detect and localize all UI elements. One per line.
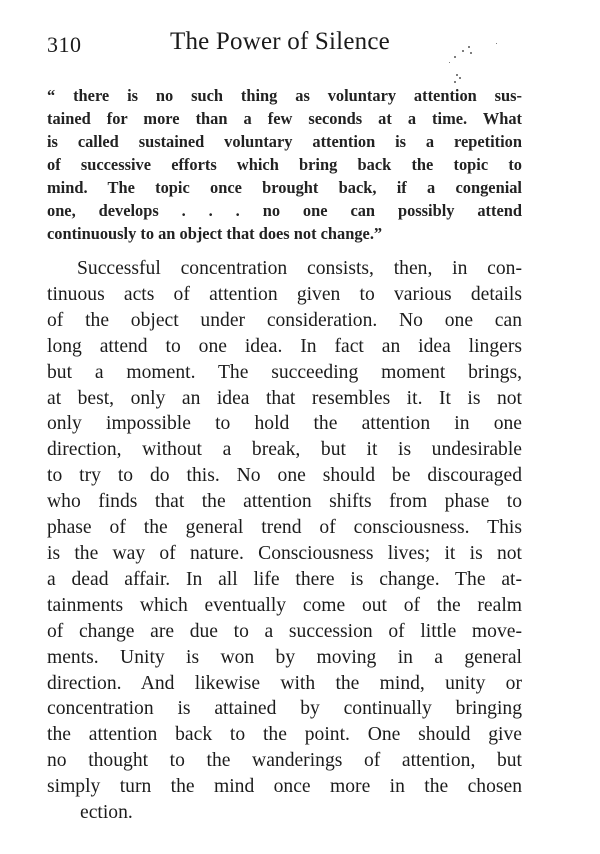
paragraph-line: concentration is attained by continually bringing (47, 698, 522, 720)
quote-line: continuously to an object that does not change.” (47, 224, 383, 243)
block-quote (47, 84, 522, 245)
paragraph-line: tinuous acts of attention given to various details (47, 283, 522, 305)
paragraph-line: phase of the general trend of consciousness. This (47, 517, 522, 539)
quote-line: “ there is no such thing as voluntary attention sus- (47, 86, 522, 105)
quote-line: mind. The topic once brought back, if a congenial (47, 178, 522, 197)
quote-line: one, develops . . . no one can possibly attend (47, 201, 522, 220)
paragraph-line: only impossible to hold the attention in one (47, 413, 522, 435)
paragraph-line: to try to do this. No one should be discouraged (47, 465, 522, 487)
paragraph-line: Successful concentration consists, then, in con- (77, 258, 522, 279)
paragraph-line: simply turn the mind once more in the chosen (47, 776, 522, 798)
paragraph-line: of the object under consideration. No one can (47, 309, 522, 331)
paragraph-line: ection. (80, 802, 133, 824)
paragraph-line: the attention back to the point. One should give (47, 724, 522, 746)
scan-specks (440, 40, 500, 90)
paragraph-line: of change are due to a succession of little move- (47, 620, 522, 642)
page-number: 310 (47, 32, 82, 57)
paragraph-line: at best, only an idea that resembles it. It is not (47, 387, 522, 409)
paragraph-line: direction, without a break, but it is undesirable (47, 439, 522, 461)
paragraph-line: but a moment. The succeeding moment brings, (47, 361, 522, 383)
paragraph-line: direction. And likewise with the mind, unity or (47, 672, 522, 694)
body-paragraph (47, 256, 522, 826)
paragraph-line: a dead affair. In all life there is change. The at- (47, 568, 522, 590)
quote-line: of successive efforts which bring back the topic to (47, 155, 522, 174)
running-title: The Power of Silence (170, 28, 390, 55)
quote-line: is called sustained voluntary attention is a repetition (47, 132, 522, 151)
quote-line: tained for more than a few seconds at a time. What (47, 109, 522, 128)
paragraph-line: no thought to the wanderings of attention, but (47, 750, 522, 772)
paragraph-line: long attend to one idea. In fact an idea lingers (47, 335, 522, 357)
paragraph-line: who finds that the attention shifts from phase to (47, 491, 522, 513)
paragraph-line: ments. Unity is won by moving in a general (47, 646, 522, 668)
paragraph-line: tainments which eventually come out of the realm (47, 594, 522, 616)
paragraph-line: is the way of nature. Consciousness lives; it is not (47, 542, 522, 564)
